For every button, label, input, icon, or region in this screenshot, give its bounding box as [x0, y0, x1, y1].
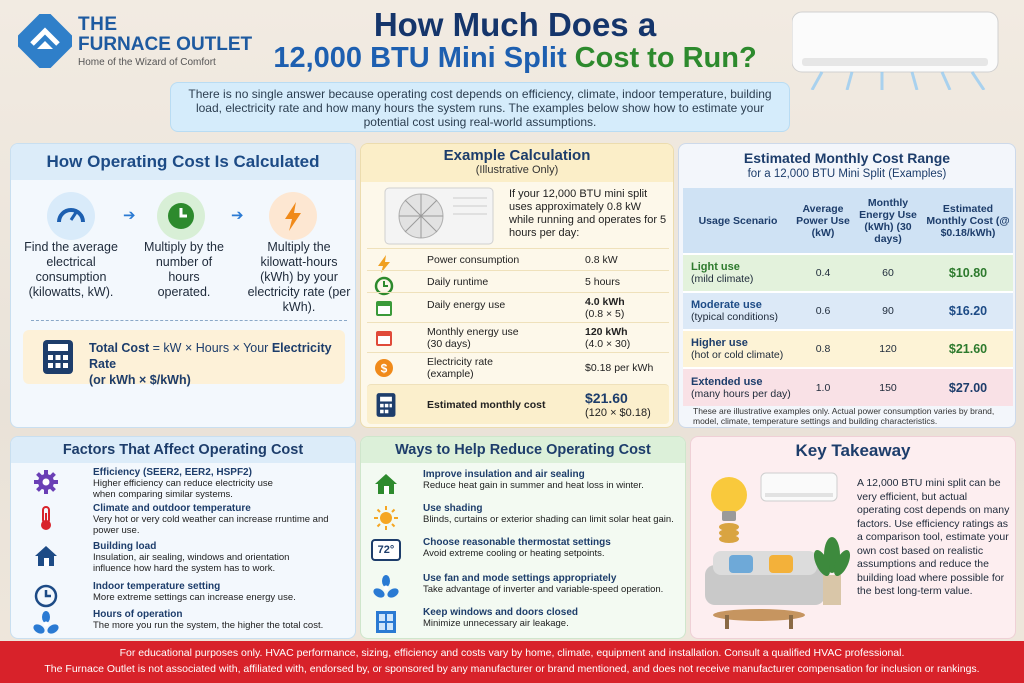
tip-title: Keep windows and doors closed: [423, 607, 579, 618]
logo-line1: THE: [78, 14, 118, 35]
cost-range-subtitle: for a 12,000 BTU Mini Split (Examples): [747, 168, 947, 180]
logo-tagline: Home of the Wizard of Comfort: [78, 57, 216, 68]
step-2-text: Multiply by the number of hours operated.: [144, 240, 224, 299]
row-label: Power consumption: [427, 254, 520, 266]
cost-range-panel: [678, 143, 1016, 428]
arrow-icon: ➔: [231, 207, 244, 224]
power-value: 0.4: [793, 254, 853, 292]
formula-line2: (or kWh × $/kWh): [89, 373, 191, 387]
tip-desc: Avoid extreme cooling or heating setpoints.: [423, 548, 605, 559]
dollar-icon: [373, 357, 395, 379]
furnace-logo-icon: [18, 14, 72, 68]
ways-panel: [360, 436, 686, 639]
disclaimer-line1: For educational purposes only. HVAC performance, sizing, efficiency and costs vary by home, climate, equipment and installation. Consult a qualified HVAC professional.: [119, 647, 905, 659]
row-label: Daily energy use: [427, 299, 506, 311]
factor-title: Efficiency (SEER2, EER2, HSPF2): [93, 467, 252, 478]
factor-title: Hours of operation: [93, 609, 183, 620]
example-subheading: (Illustrative Only): [361, 164, 673, 182]
mini-split-unit-icon: [792, 10, 1002, 90]
formula-text: [89, 340, 345, 388]
factor-title: Building load: [93, 541, 157, 552]
title-product: 12,000 BTU Mini Split: [273, 42, 567, 74]
tip-desc: Take advantage of inverter and variable-speed operation.: [423, 584, 664, 595]
example-row-power: [367, 248, 669, 270]
power-value: 1.0: [793, 368, 853, 406]
living-room-illustration: [695, 465, 855, 635]
sun-icon: [373, 505, 399, 531]
fan-icon: [33, 611, 59, 637]
formula-rate-label: Electricity Rate: [89, 341, 332, 371]
row-value-detail: (0.8 × 5): [585, 308, 625, 320]
calculator-icon: [373, 392, 399, 418]
step-1-text: Find the average electrical consumption (kilowatts, kW).: [24, 240, 118, 299]
row-label: Monthly energy use: [427, 326, 519, 338]
row-value: $0.18 per kWh: [585, 362, 654, 374]
divider: [31, 320, 347, 321]
intro-text: There is no single answer because operating cost depends on efficiency, climate, indoor temperature, building load, electricity rate and how many hours the system runs. The examples below show how to estimate your potential cost using real-world assumptions.: [170, 82, 790, 132]
logo-line2: FURNACE OUTLET: [78, 34, 253, 55]
tip-title: Improve insulation and air sealing: [423, 469, 585, 480]
energy-value: 150: [853, 368, 923, 406]
formula-box: [23, 330, 345, 387]
page-title-line1: How Much Does a: [373, 6, 657, 43]
gear-icon: [33, 469, 59, 495]
clock-icon: [157, 192, 205, 240]
factor-desc: Very hot or very cold weather can increase rruntime and power use.: [93, 514, 329, 536]
step-3-text: Multiply the kilowatt-hours (kWh) by your electricity rate (per kWh).: [247, 240, 351, 314]
calculation-panel: [10, 143, 356, 428]
calculation-heading: How Operating Cost Is Calculated: [11, 144, 355, 180]
scenario-name: Higher use: [691, 337, 748, 349]
factor-desc: Insulation, air sealing, windows and orientation influence how hard the system has to work.: [93, 552, 290, 574]
row-label: Electricity rate: [427, 356, 493, 368]
energy-value: 120: [853, 330, 923, 368]
power-value: 0.6: [793, 292, 853, 330]
scenario-desc: (hot or cold climate): [691, 349, 784, 361]
example-row-runtime: [367, 270, 669, 292]
lightning-icon: [269, 192, 317, 240]
factors-panel: [10, 436, 356, 639]
cost-value: $10.80: [923, 254, 1013, 292]
table-note: These are illustrative examples only. Actual power consumption varies by brand, model, climate, temperature settings and building characteristics.: [693, 406, 995, 426]
cost-range-heading: [679, 144, 1015, 184]
row-value: 5 hours: [585, 276, 621, 288]
row-value: 0.8 kW: [585, 254, 618, 266]
factor-title: Indoor temperature setting: [93, 581, 221, 592]
scenario-name: Light use: [691, 261, 740, 273]
formula-middle: = kW × Hours × Your: [149, 341, 272, 355]
example-description: If your 12,000 BTU mini split uses approximately 0.8 kW while running and operates for 5 hours per day:: [509, 188, 667, 239]
table-row: [683, 292, 1013, 330]
cost-range-title: Estimated Monthly Cost Range: [743, 150, 951, 166]
energy-value: 90: [853, 292, 923, 330]
house-icon: [33, 543, 59, 569]
row-value: 120 kWh: [585, 326, 628, 338]
window-icon: [373, 609, 399, 635]
row-label: Estimated monthly cost: [427, 399, 546, 411]
table-header-row: [683, 188, 1013, 254]
house-icon: [373, 471, 399, 497]
example-row-monthly: [367, 322, 669, 352]
tip-desc: Reduce heat gain in summer and heat loss in winter.: [423, 480, 644, 491]
calendar-icon: [373, 297, 395, 319]
takeaway-heading: Key Takeaway: [795, 441, 911, 460]
scenario-desc: (typical conditions): [691, 311, 778, 323]
lightbulb-icon: [711, 477, 747, 521]
fan-icon: [373, 575, 399, 601]
cost-value: $27.00: [923, 368, 1013, 406]
thermostat-icon: 72°: [371, 539, 401, 561]
tip-title: Choose reasonable thermostat settings: [423, 537, 611, 548]
scenario-name: Extended use: [691, 375, 763, 388]
tip-title: Use shading: [423, 503, 483, 514]
cost-range-table: [683, 188, 1013, 406]
factor-desc: The more you run the system, the higher the total cost.: [93, 620, 324, 631]
column-header: Usage Scenario: [683, 188, 793, 254]
factors-heading: Factors That Affect Operating Cost: [11, 437, 355, 463]
row-label-detail: (example): [427, 368, 474, 380]
factor-title: Climate and outdoor temperature: [93, 503, 251, 514]
column-header: Estimated Monthly Cost (@ $0.18/kWh): [923, 188, 1013, 254]
scenario-desc: (many hours per day): [691, 387, 791, 400]
column-header: Average Power Use (kW): [793, 188, 853, 254]
row-label-detail: (30 days): [427, 338, 471, 350]
tip-desc: Minimize unnecessary air leakage.: [423, 618, 569, 629]
scenario-desc: (mild climate): [691, 273, 754, 285]
takeaway-text: A 12,000 BTU mini split can be very efficient, but actual operating cost depends on many factors. Use efficiency ratings as a comparison tool, estimate your own cost based on realistic assumptions and reduce the building load where possible for the best long-term value.: [857, 477, 1010, 597]
ways-heading: Ways to Help Reduce Operating Cost: [361, 437, 685, 463]
disclaimer-line2: The Furnace Outlet is not associated with, affiliated with, endorsed by, or sponsored by any manufacturer or brand mentioned, and does not receive manufacturer compensation for inclusion or rankings.: [44, 663, 980, 675]
disclaimer-footer: [0, 641, 1024, 683]
example-heading: Example Calculation: [361, 144, 673, 166]
arrow-icon: ➔: [123, 207, 136, 224]
calendar-icon: [373, 327, 395, 349]
tip-title: Use fan and mode settings appropriately: [423, 573, 617, 584]
scenario-name: Moderate use: [691, 299, 762, 311]
thermometer-icon: [33, 505, 59, 531]
example-panel: [360, 143, 674, 428]
power-value: 0.8: [793, 330, 853, 368]
energy-value: 60: [853, 254, 923, 292]
tip-desc: Blinds, curtains or exterior shading can limit solar heat gain.: [423, 514, 674, 525]
clock-icon: [33, 583, 59, 609]
cost-value: $16.20: [923, 292, 1013, 330]
example-row-rate: [367, 352, 669, 382]
svg-text:$: $: [380, 361, 388, 376]
table-row: [683, 368, 1013, 406]
table-row: [683, 254, 1013, 292]
example-row-total: [367, 384, 669, 424]
outdoor-unit-icon: [383, 186, 495, 248]
factor-desc: Higher efficiency can reduce electricity use when comparing similar systems.: [93, 478, 273, 500]
gauge-icon: [47, 192, 95, 240]
row-value: 4.0 kWh: [585, 296, 625, 308]
logo: [18, 12, 258, 72]
calculator-icon: [41, 339, 75, 375]
column-header: Monthly Energy Use (kWh) (30 days): [853, 188, 923, 254]
row-label: Daily runtime: [427, 276, 489, 288]
row-value-detail: (4.0 × 30): [585, 338, 631, 350]
table-row: [683, 330, 1013, 368]
takeaway-panel: [690, 436, 1016, 639]
cost-value: $21.60: [923, 330, 1013, 368]
row-value-detail: (120 × $0.18): [585, 407, 651, 419]
row-value: $21.60: [585, 390, 628, 406]
factor-desc: More extreme settings can increase energy use.: [93, 592, 296, 603]
example-row-daily: [367, 292, 669, 322]
formula-total-label: Total Cost: [89, 341, 150, 355]
title-question: Cost to Run?: [574, 42, 757, 74]
page-title-line2: [250, 42, 780, 75]
